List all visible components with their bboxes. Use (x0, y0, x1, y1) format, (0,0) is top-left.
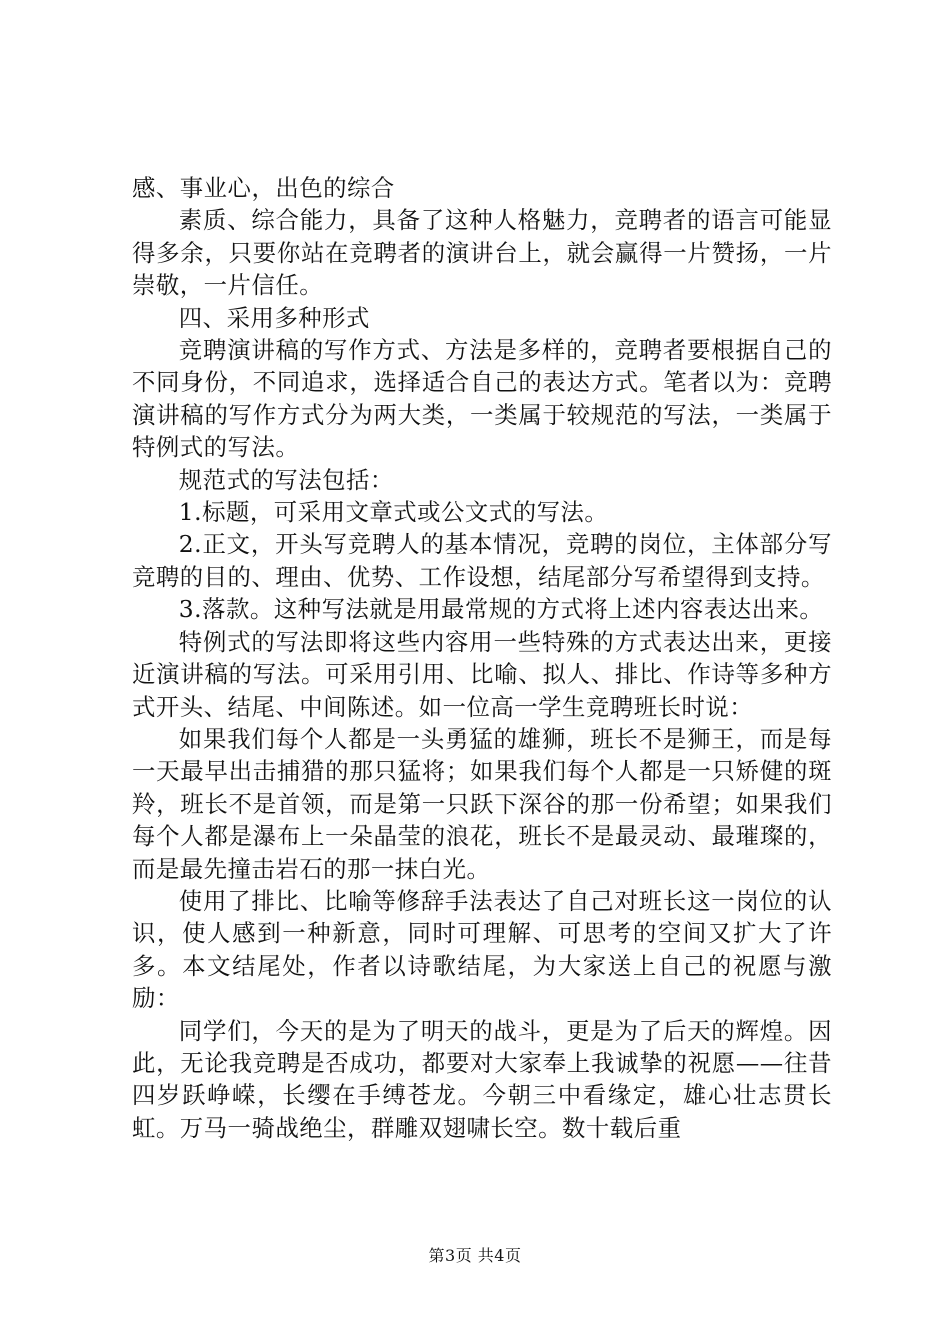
paragraph: 特例式的写法即将这些内容用一些特殊的方式表达出来，更接近演讲稿的写法。可采用引用、比喻、拟人、排比、作诗等多种方式开头、结尾、中间陈述。如一位高一学生竞聘班长时说： (132, 627, 832, 721)
paragraph: 感、事业心，出色的综合 (132, 174, 395, 202)
page-number: 第3页 共4页 (428, 1246, 522, 1265)
list-item: 3.落款。这种写法就是用最常规的方式将上述内容表达出来。 (178, 595, 824, 624)
list-item: 2.正文，开头写竞聘人的基本情况，竞聘的岗位，主体部分写竞聘的目的、理由、优势、工作设想，结尾部分写希望得到支持。 (132, 530, 832, 591)
paragraph: 规范式的写法包括： (178, 465, 394, 494)
quote-paragraph: 如果我们每个人都是一头勇猛的雄狮，班长不是狮王，而是每一天最早出击捕猎的那只猛将；如果我们每个人都是一只矫健的斑羚，班长不是首领，而是第一只跃下深谷的那一份希望；如果我们每个人都是瀑布上一朵晶莹的浪花，班长不是最灵动、最璀璨的，而是最先撞击岩石的那一抹白光。 (132, 724, 832, 883)
quote-paragraph: 同学们，今天的是为了明天的战斗，更是为了后天的辉煌。因此，无论我竞聘是否成功，都要对大家奉上我诚挚的祝愿——往昔四岁跃峥嵘，长缨在手缚苍龙。今朝三中看缘定，雄心壮志贯长虹。万马一骑战绝尘，群雕双翅啸长空。数十载后重 (132, 1016, 832, 1142)
paragraph: 竞聘演讲稿的写作方式、方法是多样的，竞聘者要根据自己的不同身份，不同追求，选择适合自己的表达方式。笔者以为：竞聘演讲稿的写作方式分为两大类，一类属于较规范的写法，一类属于特例式的写法。 (132, 336, 832, 462)
list-item: 1.标题，可采用文章式或公文式的写法。 (178, 498, 609, 527)
paragraph: 素质、综合能力，具备了这种人格魅力，竞聘者的语言可能显得多余，只要你站在竞聘者的演讲台上，就会赢得一片赞扬，一片崇敬，一片信任。 (132, 206, 832, 300)
document-body (132, 172, 832, 1144)
section-heading: 四、采用多种形式 (178, 303, 370, 332)
page-footer (0, 1243, 950, 1266)
paragraph: 使用了排比、比喻等修辞手法表达了自己对班长这一岗位的认识，使人感到一种新意，同时可理解、可思考的空间又扩大了许多。本文结尾处，作者以诗歌结尾，为大家送上自己的祝愿与激励： (132, 886, 832, 1013)
